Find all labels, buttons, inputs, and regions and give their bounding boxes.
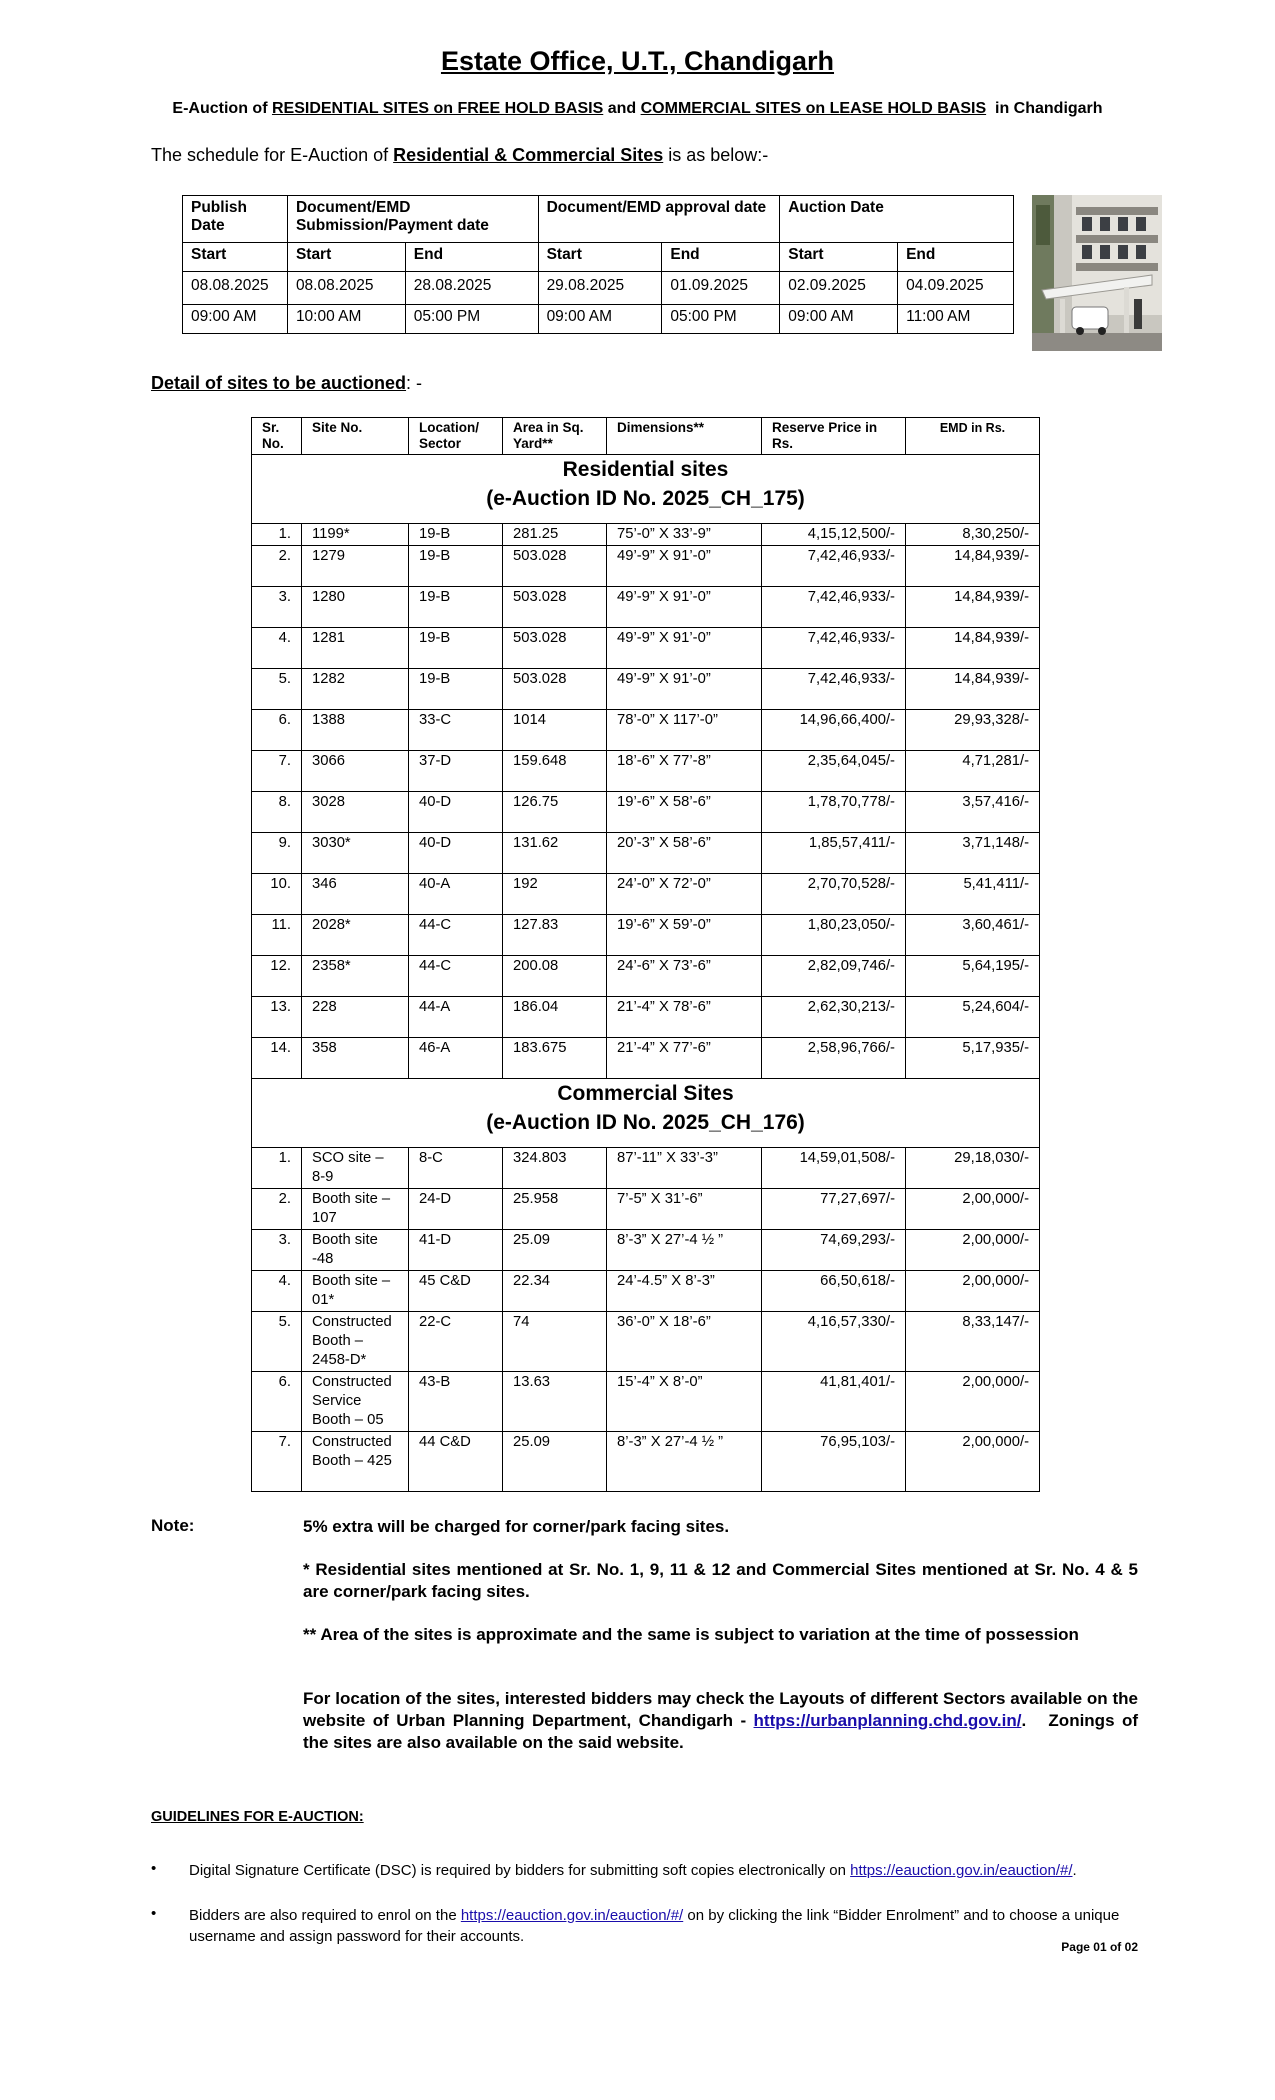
bullet-icon: • [151,1860,157,1877]
commercial-section-row [252,1079,1040,1148]
table-row [252,915,1040,956]
cell-sector: 33-C [409,710,503,751]
cell-price: 7,42,46,933/- [762,628,906,669]
group-auction: Auction Date [780,196,1014,243]
note-location-text: For location of the sites, interested bidders may check the Layouts of different Sectors available on the website of Urban Planning Department, Chandigarh - [303,1689,1138,1730]
cell-sr: 5. [252,1312,302,1372]
subtitle-part: and [603,100,641,117]
subtitle [0,100,1275,118]
cell-site: 3030* [302,833,409,874]
column-header: Area in Sq. Yard** [503,418,607,455]
cell-site: Constructed Booth – 425 [302,1432,409,1492]
cell-dim: 24’-0” X 72’-0” [607,874,762,915]
guideline-dsc [189,1860,1138,1881]
cell-price: 2,62,30,213/- [762,997,906,1038]
eauction-link[interactable]: https://eauction.gov.in/eauction/#/ [850,1862,1073,1879]
cell-sr: 6. [252,1372,302,1432]
cell-dim: 87’-11” X 33’-3” [607,1148,762,1189]
time-cell: 09:00 AM [780,305,898,334]
cell-emd: 2,00,000/- [906,1189,1040,1230]
cell-sr: 4. [252,1271,302,1312]
cell-emd: 2,00,000/- [906,1271,1040,1312]
note-location-text: . Zonings of the sites are also available on the said website. [303,1711,1143,1752]
cell-site: Booth site – 107 [302,1189,409,1230]
cell-dim: 49’-9” X 91’-0” [607,628,762,669]
commercial-auction-id: (e-Auction ID No. 2025_CH_176) [486,1111,805,1134]
cell-sr: 8. [252,792,302,833]
cell-dim: 49’-9” X 91’-0” [607,546,762,587]
time-cell: 05:00 PM [662,305,780,334]
cell-area: 22.34 [503,1271,607,1312]
cell-area: 503.028 [503,669,607,710]
cell-site: 346 [302,874,409,915]
table-row [252,956,1040,997]
cell-sr: 2. [252,1189,302,1230]
column-header: EMD in Rs. [906,418,1040,455]
detail-heading-suffix: : - [406,373,423,393]
cell-sector: 37-D [409,751,503,792]
cell-dim: 49’-9” X 91’-0” [607,587,762,628]
guideline-text: on by clicking the link “Bidder Enrolment” and to choose a unique username and assign password for their accounts. [189,1907,1120,1945]
cell-area: 324.803 [503,1148,607,1189]
cell-dim: 20’-3” X 58’-6” [607,833,762,874]
cell-sr: 13. [252,997,302,1038]
cell-site: Constructed Service Booth – 05 [302,1372,409,1432]
cell-emd: 14,84,939/- [906,587,1040,628]
cell-dim: 78’-0” X 117’-0” [607,710,762,751]
cell-dim: 19’-6” X 58’-6” [607,792,762,833]
time-cell: 09:00 AM [538,305,662,334]
cell-emd: 8,33,147/- [906,1312,1040,1372]
cell-emd: 14,84,939/- [906,669,1040,710]
subtitle-part: E-Auction of [172,100,272,117]
column-header: Sr. No. [252,418,302,455]
cell-sr: 7. [252,1432,302,1492]
cell-emd: 29,93,328/- [906,710,1040,751]
schedule-subheader-row [183,243,1014,272]
cell-emd: 5,24,604/- [906,997,1040,1038]
table-row [252,1312,1040,1372]
sub-header: End [898,243,1014,272]
column-header: Location/ Sector [409,418,503,455]
urbanplanning-link[interactable]: https://urbanplanning.chd.gov.in/ [753,1711,1022,1730]
cell-sr: 12. [252,956,302,997]
cell-emd: 3,57,416/- [906,792,1040,833]
cell-emd: 5,41,411/- [906,874,1040,915]
note-area: ** Area of the sites is approximate and the same is subject to variation at the time of possession [303,1625,1079,1644]
schedule-table [182,195,1014,334]
cell-emd: 14,84,939/- [906,546,1040,587]
guideline-enrol [189,1905,1138,1947]
schedule-intro [151,145,768,166]
table-row [252,669,1040,710]
detail-heading [151,373,422,394]
cell-site: Constructed Booth – 2458-D* [302,1312,409,1372]
cell-dim: 7’-5” X 31’-6” [607,1189,762,1230]
cell-sector: 19-B [409,587,503,628]
cell-area: 25.09 [503,1432,607,1492]
cell-site: 228 [302,997,409,1038]
cell-sector: 19-B [409,628,503,669]
schedule-group-row [183,196,1014,243]
group-submission: Document/EMD Submission/Payment date [287,196,538,243]
note-corner-charge: 5% extra will be charged for corner/park facing sites. [303,1517,730,1536]
cell-price: 7,42,46,933/- [762,546,906,587]
cell-price: 7,42,46,933/- [762,669,906,710]
cell-emd: 4,71,281/- [906,751,1040,792]
cell-emd: 3,71,148/- [906,833,1040,874]
note-label: Note: [151,1516,195,1535]
table-row [252,1189,1040,1230]
cell-price: 4,15,12,500/- [762,524,906,546]
table-row [252,628,1040,669]
cell-area: 503.028 [503,628,607,669]
cell-sector: 24-D [409,1189,503,1230]
cell-price: 4,16,57,330/- [762,1312,906,1372]
cell-area: 1014 [503,710,607,751]
cell-site: 1281 [302,628,409,669]
cell-site: 3028 [302,792,409,833]
cell-area: 503.028 [503,546,607,587]
note-location [303,1688,1143,1754]
table-row [252,1230,1040,1271]
residential-auction-id: (e-Auction ID No. 2025_CH_175) [486,487,805,510]
group-approval: Document/EMD approval date [538,196,780,243]
cell-price: 41,81,401/- [762,1372,906,1432]
table-row [252,751,1040,792]
cell-area: 159.648 [503,751,607,792]
cell-dim: 19’-6” X 59’-0” [607,915,762,956]
cell-sr: 7. [252,751,302,792]
cell-dim: 8’-3” X 27’-4 ½ ” [607,1230,762,1271]
cell-sector: 44-C [409,915,503,956]
table-row [252,1432,1040,1492]
table-row [252,874,1040,915]
time-cell: 11:00 AM [898,305,1014,334]
cell-emd: 2,00,000/- [906,1432,1040,1492]
cell-dim: 21’-4” X 78’-6” [607,997,762,1038]
sub-header: Start [183,243,288,272]
cell-area: 13.63 [503,1372,607,1432]
cell-sr: 14. [252,1038,302,1079]
cell-sector: 19-B [409,524,503,546]
cell-price: 66,50,618/- [762,1271,906,1312]
cell-site: 2358* [302,956,409,997]
building-photo-graphic [1032,195,1162,351]
cell-sr: 3. [252,1230,302,1271]
table-row [252,1271,1040,1312]
cell-dim: 24’-6” X 73’-6” [607,956,762,997]
cell-area: 126.75 [503,792,607,833]
residential-title: Residential sites [562,458,729,481]
cell-sr: 11. [252,915,302,956]
commercial-section [252,1079,1040,1148]
table-row [252,1148,1040,1189]
intro-highlight: Residential & Commercial Sites [393,145,664,165]
cell-emd: 2,00,000/- [906,1230,1040,1271]
cell-sector: 40-A [409,874,503,915]
cell-area: 74 [503,1312,607,1372]
commercial-basis: COMMERCIAL SITES on LEASE HOLD BASIS [640,100,987,117]
cell-price: 76,95,103/- [762,1432,906,1492]
detail-heading-text: Detail of sites to be auctioned [151,373,407,393]
table-row [252,524,1040,546]
time-cell: 09:00 AM [183,305,288,334]
cell-price: 2,58,96,766/- [762,1038,906,1079]
group-publish: Publish Date [183,196,288,243]
cell-emd: 14,84,939/- [906,628,1040,669]
commercial-title: Commercial Sites [557,1082,734,1105]
date-cell: 04.09.2025 [898,272,1014,305]
guidelines-heading: GUIDELINES FOR E-AUCTION: [151,1809,364,1825]
table-row [252,546,1040,587]
cell-emd: 29,18,030/- [906,1148,1040,1189]
table-row [252,1372,1040,1432]
table-row [252,587,1040,628]
sub-header: Start [287,243,405,272]
page-number: Page 01 of 02 [1061,1940,1138,1954]
cell-sector: 44 C&D [409,1432,503,1492]
cell-sector: 40-D [409,792,503,833]
date-cell: 08.08.2025 [183,272,288,305]
cell-price: 77,27,697/- [762,1189,906,1230]
cell-dim: 24’-4.5” X 8’-3” [607,1271,762,1312]
cell-emd: 3,60,461/- [906,915,1040,956]
cell-price: 1,78,70,778/- [762,792,906,833]
cell-dim: 15’-4” X 8’-0” [607,1372,762,1432]
cell-site: Booth site -48 [302,1230,409,1271]
intro-part: is as below:- [663,145,769,165]
cell-sector: 43-B [409,1372,503,1432]
cell-sector: 22-C [409,1312,503,1372]
schedule-time-row [183,305,1014,334]
cell-sr: 5. [252,669,302,710]
cell-site: 3066 [302,751,409,792]
cell-site: 1279 [302,546,409,587]
cell-emd: 8,30,250/- [906,524,1040,546]
column-header: Site No. [302,418,409,455]
cell-dim: 21’-4” X 77’-6” [607,1038,762,1079]
commercial-rows [252,1148,1040,1492]
page-title: Estate Office, U.T., Chandigarh [440,46,835,76]
bullet-icon: • [151,1905,157,1922]
cell-sector: 46-A [409,1038,503,1079]
cell-price: 1,80,23,050/- [762,915,906,956]
sub-header: End [662,243,780,272]
cell-area: 503.028 [503,587,607,628]
building-photo [1032,195,1162,351]
subtitle-part: in Chandigarh [986,100,1103,117]
cell-price: 1,85,57,411/- [762,833,906,874]
cell-dim: 75’-0” X 33’-9” [607,524,762,546]
table-row [252,833,1040,874]
cell-price: 14,96,66,400/- [762,710,906,751]
cell-sector: 8-C [409,1148,503,1189]
residential-rows [252,524,1040,1079]
cell-area: 127.83 [503,915,607,956]
table-row [252,1038,1040,1079]
cell-area: 200.08 [503,956,607,997]
column-header: Reserve Price in Rs. [762,418,906,455]
cell-sector: 44-A [409,997,503,1038]
sub-header: Start [538,243,662,272]
intro-part: The schedule for E-Auction of [151,145,394,165]
residential-section-row [252,455,1040,524]
cell-site: 358 [302,1038,409,1079]
time-cell: 05:00 PM [405,305,538,334]
cell-sector: 41-D [409,1230,503,1271]
guideline-text: Bidders are also required to enrol on the [189,1907,461,1924]
cell-sector: 45 C&D [409,1271,503,1312]
cell-sector: 44-C [409,956,503,997]
cell-sr: 6. [252,710,302,751]
cell-dim: 18’-6” X 77’-8” [607,751,762,792]
date-cell: 02.09.2025 [780,272,898,305]
cell-dim: 36’-0” X 18’-6” [607,1312,762,1372]
table-row [252,710,1040,751]
cell-site: 2028* [302,915,409,956]
schedule-date-row [183,272,1014,305]
cell-emd: 5,17,935/- [906,1038,1040,1079]
cell-sr: 1. [252,1148,302,1189]
cell-emd: 2,00,000/- [906,1372,1040,1432]
cell-site: SCO site – 8-9 [302,1148,409,1189]
cell-sector: 40-D [409,833,503,874]
cell-area: 281.25 [503,524,607,546]
cell-price: 14,59,01,508/- [762,1148,906,1189]
cell-site: 1388 [302,710,409,751]
eauction-link[interactable]: https://eauction.gov.in/eauction/#/ [460,1907,684,1924]
cell-price: 74,69,293/- [762,1230,906,1271]
cell-area: 186.04 [503,997,607,1038]
cell-price: 7,42,46,933/- [762,587,906,628]
cell-sr: 1. [252,524,302,546]
cell-price: 2,82,09,746/- [762,956,906,997]
residential-basis: RESIDENTIAL SITES on FREE HOLD BASIS [271,100,604,117]
date-cell: 01.09.2025 [662,272,780,305]
cell-dim: 49’-9” X 91’-0” [607,669,762,710]
sub-header: End [405,243,538,272]
column-header: Dimensions** [607,418,762,455]
table-row [252,792,1040,833]
sites-header-row [252,418,1040,455]
cell-sr: 3. [252,587,302,628]
residential-section [252,455,1040,524]
cell-sector: 19-B [409,546,503,587]
cell-area: 131.62 [503,833,607,874]
sub-header: Start [780,243,898,272]
cell-site: 1280 [302,587,409,628]
cell-sr: 4. [252,628,302,669]
date-cell: 28.08.2025 [405,272,538,305]
sites-table [251,417,1040,1492]
cell-price: 2,70,70,528/- [762,874,906,915]
note-corner-sites: * Residential sites mentioned at Sr. No. 1, 9, 11 & 12 and Commercial Sites mentioned at Sr. No. 4 & 5 are corner/park facing sites. [303,1560,1138,1601]
cell-sr: 10. [252,874,302,915]
cell-site: Booth site – 01* [302,1271,409,1312]
cell-emd: 5,64,195/- [906,956,1040,997]
cell-area: 25.958 [503,1189,607,1230]
date-cell: 08.08.2025 [287,272,405,305]
cell-area: 25.09 [503,1230,607,1271]
guideline-text: Digital Signature Certificate (DSC) is required by bidders for submitting soft copies electronically on [189,1862,851,1879]
guideline-text: . [1072,1862,1077,1879]
cell-price: 2,35,64,045/- [762,751,906,792]
cell-sector: 19-B [409,669,503,710]
cell-site: 1282 [302,669,409,710]
cell-area: 192 [503,874,607,915]
time-cell: 10:00 AM [287,305,405,334]
cell-sr: 2. [252,546,302,587]
cell-area: 183.675 [503,1038,607,1079]
cell-dim: 8’-3” X 27’-4 ½ ” [607,1432,762,1492]
date-cell: 29.08.2025 [538,272,662,305]
cell-sr: 9. [252,833,302,874]
table-row [252,997,1040,1038]
cell-site: 1199* [302,524,409,546]
